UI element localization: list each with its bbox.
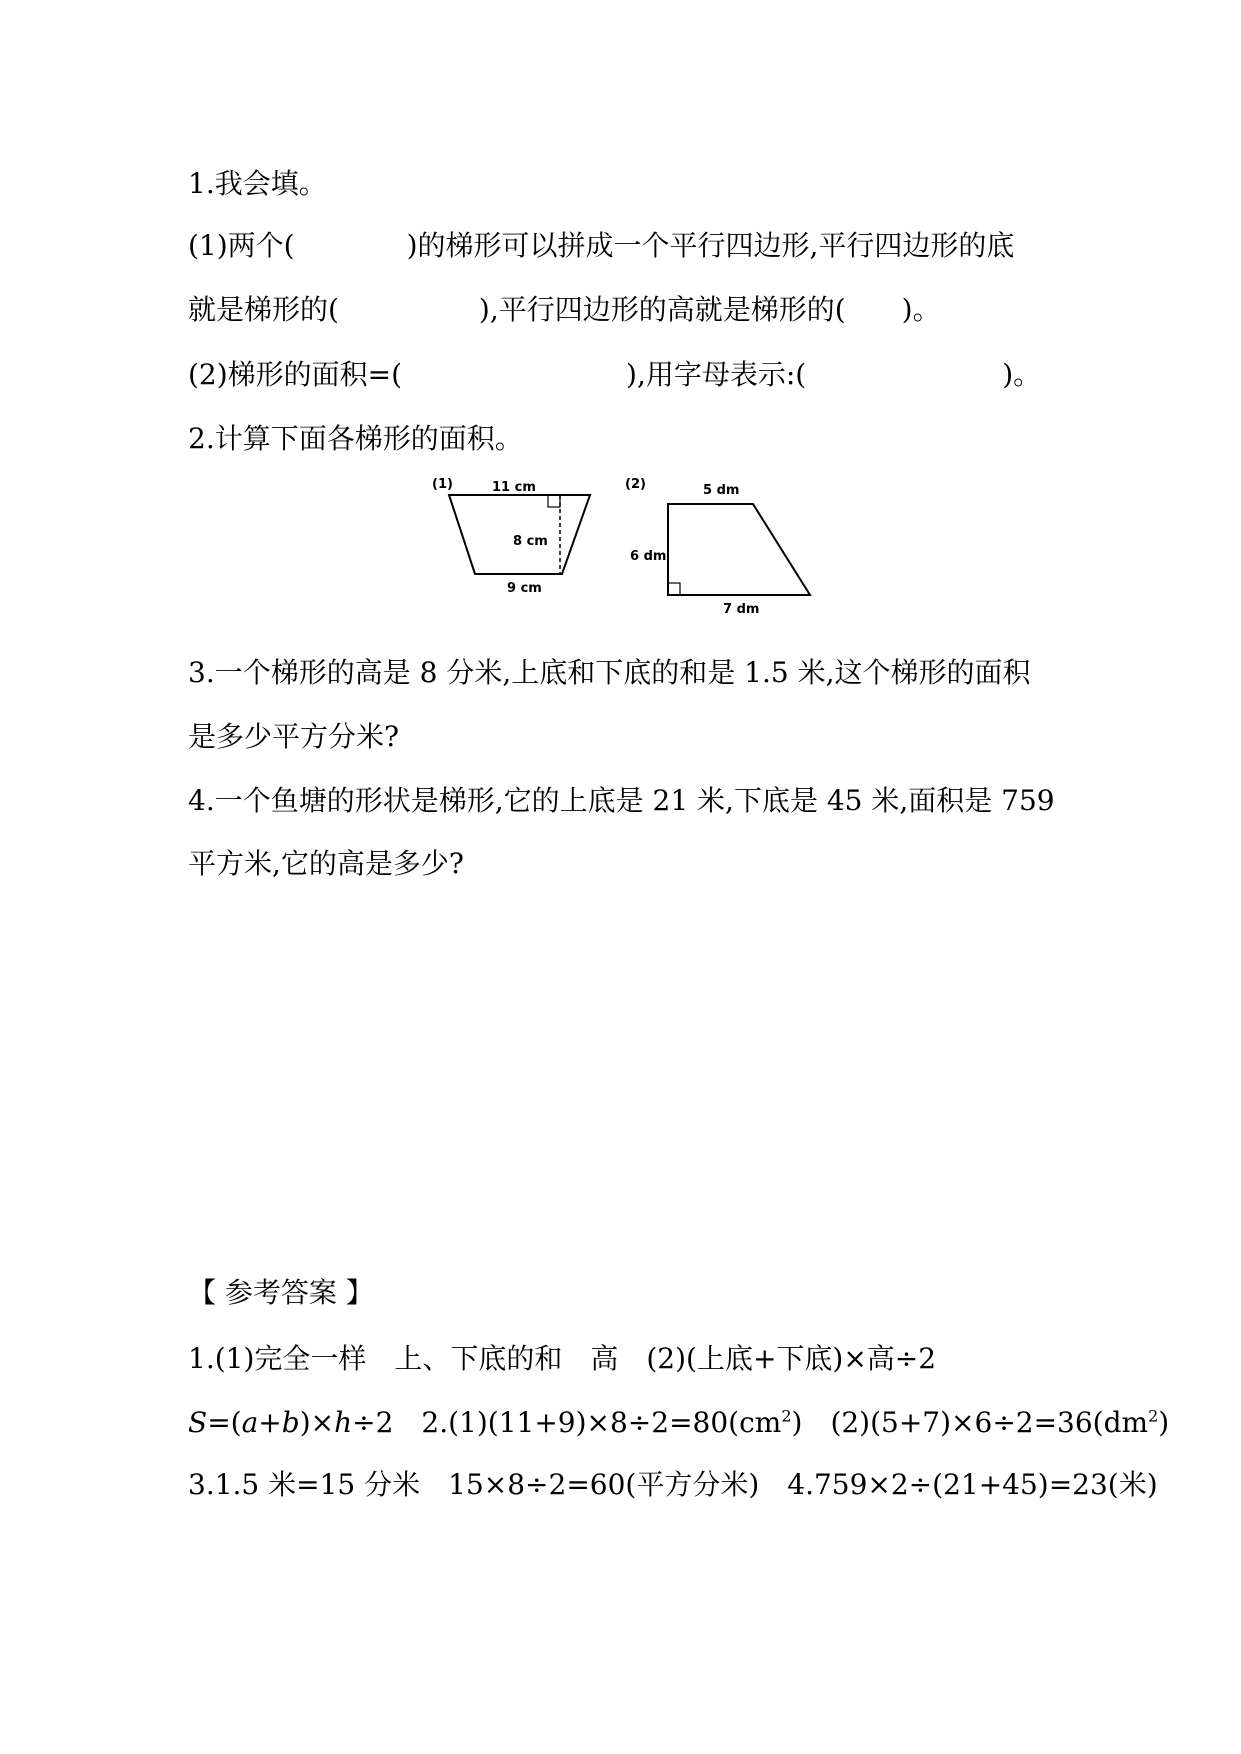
formula-part: ÷2 2.(1)(11+9)×8÷2=80(cm <box>352 1406 782 1439</box>
figure-2-label: (2) <box>625 477 646 492</box>
formula-part: =( <box>207 1406 242 1439</box>
figure-2-height-label: 6 dm <box>630 549 667 564</box>
formula-a: a <box>241 1406 259 1439</box>
superscript: 2 <box>1148 1406 1159 1426</box>
answer-line-3: 3.1.5 米=15 分米 15×8÷2=60(平方分米) 4.759×2÷(21+45)=23(米) <box>188 1468 1158 1501</box>
right-angle-mark <box>668 583 680 595</box>
trapezoid-figure-1 <box>432 477 590 596</box>
question-4-line-1: 4.一个鱼塘的形状是梯形,它的上底是 21 米,下底是 45 米,面积是 759 <box>188 784 1055 817</box>
superscript: 2 <box>781 1406 792 1426</box>
figure-2-top-label: 5 dm <box>703 483 740 498</box>
figure-2-bottom-label: 7 dm <box>723 602 760 617</box>
question-1-1-line-1: (1)两个( )的梯形可以拼成一个平行四边形,平行四边形的底 <box>188 229 1015 262</box>
formula-part: ) <box>1158 1406 1170 1439</box>
question-3-line-2: 是多少平方分米? <box>188 720 400 753</box>
figure-1-bottom-label: 9 cm <box>507 581 542 596</box>
figure-1-height-label: 8 cm <box>513 534 548 549</box>
answer-line-1: 1.(1)完全一样 上、下底的和 高 (2)(上底+下底)×高÷2 <box>188 1342 937 1375</box>
answers-heading: 【 参考答案 】 <box>188 1276 374 1309</box>
formula-s: S <box>188 1406 208 1439</box>
question-1-1-line-2: 就是梯形的( ),平行四边形的高就是梯形的( )。 <box>188 293 941 326</box>
right-angle-mark <box>548 495 560 507</box>
formula-b: b <box>281 1406 300 1439</box>
figure-1-label: (1) <box>432 477 453 492</box>
question-4-line-2: 平方米,它的高是多少? <box>188 847 464 880</box>
figure-1-top-label: 11 cm <box>492 480 536 495</box>
question-1-2-line: (2)梯形的面积=( ),用字母表示:( )。 <box>188 358 1042 391</box>
question-2-title: 2.计算下面各梯形的面积。 <box>188 422 523 455</box>
trapezoid-figure-2 <box>625 477 810 617</box>
question-1-title: 1.我会填。 <box>188 167 327 200</box>
question-3-line-1: 3.一个梯形的高是 8 分米,上底和下底的和是 1.5 米,这个梯形的面积 <box>188 656 1031 689</box>
formula-part: ) (2)(5+7)×6÷2=36(dm <box>791 1406 1149 1439</box>
formula-part: )× <box>299 1406 335 1439</box>
trapezoid-figures <box>0 0 1241 640</box>
formula-h: h <box>334 1406 353 1439</box>
answer-line-2 <box>188 1405 1169 1441</box>
formula-part: + <box>258 1406 282 1439</box>
